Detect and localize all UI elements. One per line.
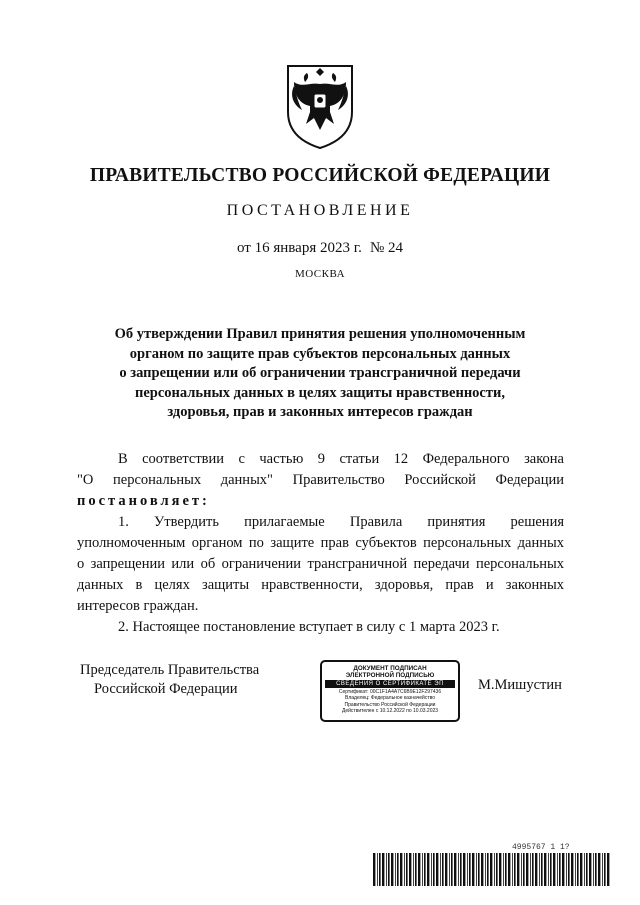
barcode-bar: [467, 853, 468, 886]
barcode-bar: [377, 853, 378, 886]
body-line: интересов граждан.: [77, 598, 199, 614]
title-line: персональных данных в целях защиты нравственности,: [135, 384, 505, 401]
barcode-bar: [395, 853, 396, 886]
barcode-bar: [487, 853, 489, 886]
city: МОСКВА: [294, 268, 346, 280]
barcode-bar: [382, 853, 384, 886]
barcode-bar: [584, 853, 585, 886]
barcode-bar: [586, 853, 588, 886]
coat-of-arms-emblem: [280, 60, 360, 150]
barcode-bar: [494, 853, 495, 886]
barcode-bar: [562, 853, 564, 886]
barcode-bar: [400, 853, 402, 886]
barcode-bar: [418, 853, 420, 886]
title-line: о запрещении или об ограничении трансграничной передачи: [119, 365, 521, 381]
barcode-bar: [379, 853, 381, 886]
barcode-bar: [566, 853, 567, 886]
barcode-bar: [458, 853, 459, 886]
barcode-bar: [517, 853, 519, 886]
barcode-bar: [386, 853, 387, 886]
barcode-bar: [553, 853, 555, 886]
barcode-bar: [485, 853, 486, 886]
stamp-detail: Сертификат: 00C1F1A4A7C6B9E12F297436: [338, 689, 442, 695]
barcode-bar: [589, 853, 591, 886]
barcode-bar: [481, 853, 483, 886]
stamp-line: ДОКУМЕНТ ПОДПИСАН: [353, 665, 427, 672]
barcode-bar: [440, 853, 441, 886]
barcode-bar: [580, 853, 582, 886]
barcode-bar: [526, 853, 528, 886]
barcode-bar: [436, 853, 438, 886]
body-line: о запрещении или об ограничении трансграничной передачи персональных: [77, 556, 564, 572]
barcode-bar: [404, 853, 405, 886]
barcode-bar: [469, 853, 471, 886]
stamp-detail: Правительство Российской Федерации: [344, 701, 436, 708]
barcode-bar: [409, 853, 411, 886]
decree-body: [77, 449, 564, 638]
barcode-bar: [463, 853, 465, 886]
barcode-bar: [604, 853, 606, 886]
barcode-bar: [472, 853, 474, 886]
body-line: 1. Утвердить прилагаемые Правила принятия решения: [118, 514, 564, 530]
barcode-bar: [602, 853, 603, 886]
barcode-bar: [550, 853, 552, 886]
barcode-bar: [568, 853, 570, 886]
barcode-bar: [388, 853, 390, 886]
barcode-bar: [595, 853, 597, 886]
position-line: Российской Федерации: [94, 681, 238, 697]
decree-date: от 16 января 2023 г.: [237, 240, 362, 256]
barcode-bar: [478, 853, 480, 886]
barcode-bar: [544, 853, 546, 886]
body-line: В соответствии с частью 9 статьи 12 Федерального закона: [118, 451, 564, 467]
barcode-bar: [559, 853, 561, 886]
barcode-bar: [598, 853, 600, 886]
body-line: 2. Настоящее постановление вступает в силу с 1 марта 2023 г.: [118, 619, 500, 635]
barcode-bar: [523, 853, 525, 886]
title-line: органом по защите прав субъектов персональных данных: [129, 345, 511, 362]
barcode-bar: [431, 853, 432, 886]
barcode: [373, 853, 611, 886]
barcode-bar: [424, 853, 426, 886]
stamp-bar: СВЕДЕНИЯ О СЕРТИФИКАТЕ ЭП: [325, 680, 455, 688]
barcode-bar: [512, 853, 513, 886]
electronic-signature-stamp: [320, 660, 460, 722]
barcode-bar: [433, 853, 435, 886]
barcode-bar: [535, 853, 537, 886]
stamp-detail: Действителен с 10.12.2022 по 10.03.2023: [341, 708, 439, 715]
barcode-bar: [530, 853, 531, 886]
barcode-bar: [427, 853, 429, 886]
body-line: "О персональных данных" Правительство Российской Федерации: [77, 472, 564, 488]
stamp-line: ЭЛЕКТРОННОЙ ПОДПИСЬЮ: [345, 672, 435, 679]
stamp-detail: Владелец: Федеральное казначейство: [345, 695, 435, 702]
barcode-bar: [445, 853, 447, 886]
barcode-bar: [521, 853, 522, 886]
barcode-bar: [539, 853, 540, 886]
barcode-bar: [499, 853, 501, 886]
barcode-bar: [496, 853, 498, 886]
barcode-bar: [514, 853, 516, 886]
barcode-bar: [373, 853, 375, 886]
barcode-bar: [503, 853, 504, 886]
barcode-bar: [476, 853, 477, 886]
barcode-bar: [413, 853, 414, 886]
barcode-bar: [548, 853, 549, 886]
barcode-bar: [391, 853, 393, 886]
title-line: здоровья, прав и законных интересов граждан: [167, 404, 473, 420]
barcode-bar: [557, 853, 558, 886]
barcode-bar: [415, 853, 417, 886]
body-line: уполномоченным органом по защите прав субъектов персональных данных: [77, 535, 564, 551]
barcode-bar: [593, 853, 594, 886]
barcode-bar: [541, 853, 543, 886]
barcode-bar: [607, 853, 609, 886]
government-heading: ПРАВИТЕЛЬСТВО РОССИЙСКОЙ ФЕДЕРАЦИИ: [89, 165, 551, 186]
date-line: [0, 240, 640, 257]
body-line: данных в целях защиты нравственности, здоровья, прав и законных: [77, 577, 564, 593]
barcode-bar: [575, 853, 576, 886]
barcode-bar: [577, 853, 579, 886]
barcode-bar: [505, 853, 507, 886]
barcode-bar: [406, 853, 408, 886]
barcode-bar: [442, 853, 444, 886]
resolves-word: постановляет:: [77, 493, 210, 509]
barcode-bar: [397, 853, 399, 886]
barcode-bar: [451, 853, 453, 886]
barcode-bar: [490, 853, 492, 886]
barcode-bar: [508, 853, 510, 886]
barcode-bar: [449, 853, 450, 886]
decree-number: № 24: [369, 240, 403, 256]
barcode-number: 4995767 1 1?: [512, 843, 570, 852]
signatory-position: [80, 661, 259, 699]
barcode-bar: [460, 853, 462, 886]
signatory-name: М.Мишустин: [478, 677, 562, 693]
barcode-bar: [454, 853, 456, 886]
position-line: Председатель Правительства: [80, 662, 260, 678]
barcode-bar: [422, 853, 423, 886]
barcode-bar: [532, 853, 534, 886]
decree-title: [60, 325, 580, 423]
title-line: Об утверждении Правил принятия решения уполномоченным: [114, 326, 526, 342]
document-type: ПОСТАНОВЛЕНИЕ: [226, 202, 414, 219]
barcode-bar: [571, 853, 573, 886]
